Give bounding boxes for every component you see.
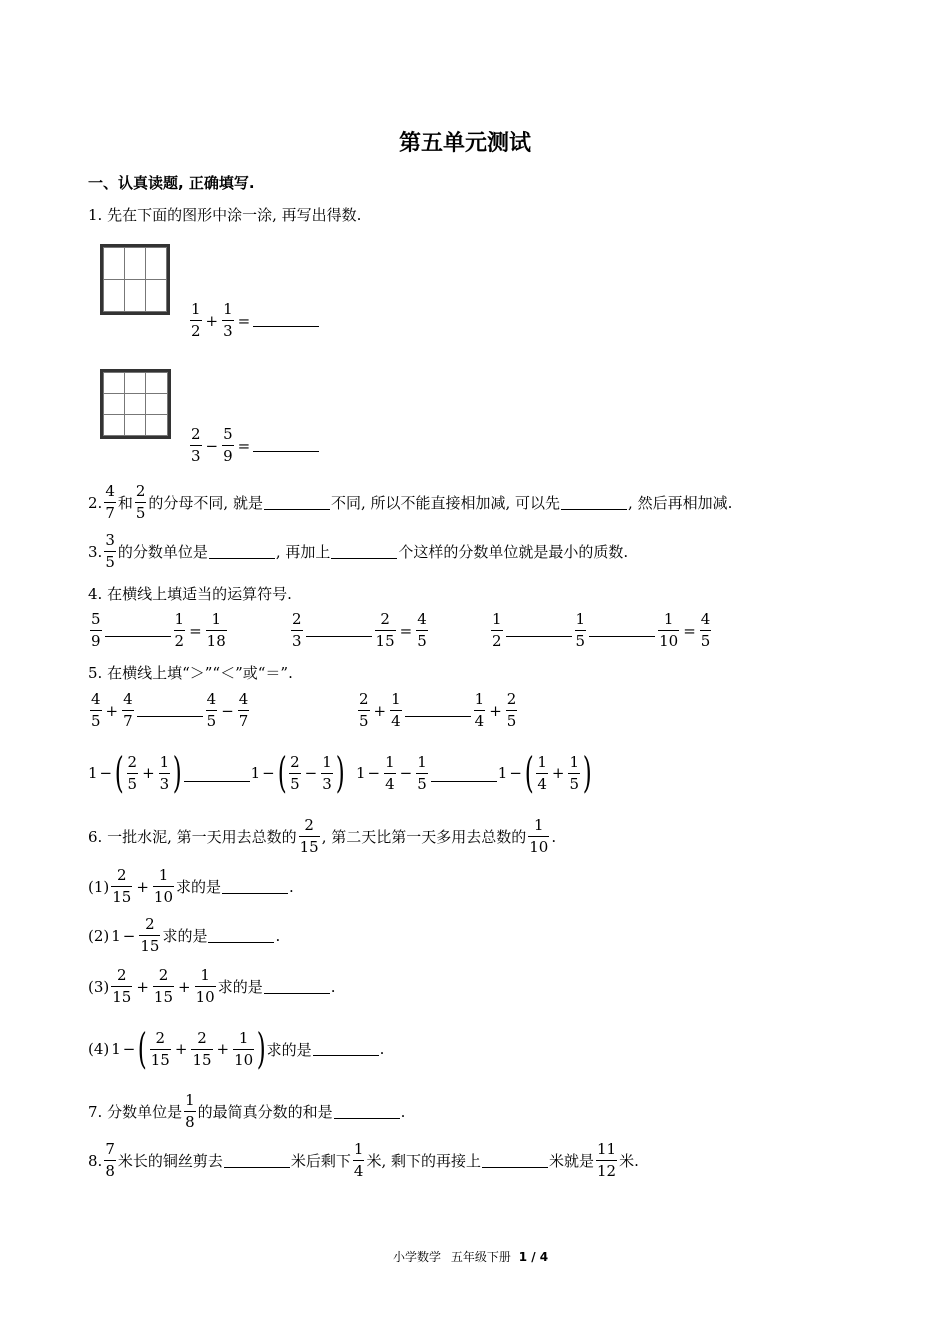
answer-blank[interactable] [105,635,171,637]
answer-blank[interactable] [137,715,203,717]
question-4-expr-2: $\frac{2}{3}$ $\frac{2}{15}$ = $\frac{4}{5}$ [292,610,427,650]
question-6: 6. 一批水泥, 第一天用去总数的 $\frac{2}{15}$ , 第二天比第一天多用去总数的 $\frac{1}{10}$ . [88,816,557,856]
answer-blank[interactable] [264,992,330,994]
answer-blank[interactable] [208,941,274,943]
question-8: 8. $\frac{7}{8}$ 米长的铜丝剪去 米后剩下 $\frac{1}{4}$ 米, 剩下的再接上 米就是 $\frac{11}{12}$ 米. [88,1140,639,1180]
question-4-text: 4. 在横线上填适当的运算符号. [88,585,292,603]
question-6-part-2: (2) 1 − $\frac{2}{15}$ 求的是 . [88,915,281,955]
answer-blank[interactable] [313,1054,379,1056]
answer-blank[interactable] [405,715,471,717]
fraction: $\frac{2}{3}$ [191,425,201,465]
question-5-expr-4: 1 − $\frac{1}{4}$ − $\frac{1}{5}$ 1 − ( $\frac{1}{4}$ + $\frac{1}{5}$ ) [356,748,592,797]
question-6-part-3: (3) $\frac{2}{15}$ + $\frac{2}{15}$ + $\frac{1}{10}$ 求的是 . [88,966,336,1006]
question-3: 3. $\frac{3}{5}$ 的分数单位是 , 再加上 个这样的分数单位就是最小的质数. [88,531,629,571]
page-footer: 小学数学 五年级下册 1 / 4 [393,1250,549,1264]
answer-blank[interactable] [506,635,572,637]
question-5-expr-2: $\frac{2}{5}$ + $\frac{1}{4}$ $\frac{1}{4}$ + $\frac{2}{5}$ [359,690,517,730]
answer-blank[interactable] [331,557,397,559]
question-1-text: 1. 先在下面的图形中涂一涂, 再写出得数. [88,206,362,224]
answer-blank[interactable] [264,508,330,510]
equation-1b: $\frac{2}{3}$ − $\frac{5}{9}$ = [188,427,320,464]
question-5-expr-1: $\frac{4}{5}$ + $\frac{4}{7}$ $\frac{4}{5}$ − $\frac{4}{7}$ [91,690,249,730]
page-number: 1 / 4 [518,1250,549,1264]
question-5-expr-3: 1 − ( $\frac{2}{5}$ + $\frac{1}{3}$ ) 1 − ( $\frac{2}{5}$ − $\frac{1}{3}$ ) [88,748,345,797]
question-2: 2. $\frac{4}{7}$ 和 $\frac{2}{5}$ 的分母不同, 就是 不同, 所以不能直接相加减, 可以先 , 然后再相加减. [88,482,733,522]
grid-2x3[interactable] [100,244,170,315]
question-4-expr-1: $\frac{5}{9}$ $\frac{1}{2}$ = $\frac{1}{18}$ [91,610,226,650]
question-7: 7. 分数单位是 $\frac{1}{8}$ 的最简真分数的和是 . [88,1091,406,1131]
answer-blank[interactable] [482,1166,548,1168]
answer-blank[interactable] [561,508,627,510]
fraction: $\frac{1}{3}$ [223,300,233,340]
answer-blank[interactable] [334,1117,400,1119]
answer-blank[interactable] [209,557,275,559]
answer-blank[interactable] [589,635,655,637]
answer-blank[interactable] [253,325,319,327]
answer-blank[interactable] [431,780,497,782]
page-title: 第五单元测试 [399,130,532,156]
question-5-text: 5. 在横线上填“＞”“＜”或“＝”. [88,664,293,682]
answer-blank[interactable] [222,892,288,894]
question-6-part-1: (1) $\frac{2}{15}$ + $\frac{1}{10}$ 求的是 . [88,866,294,906]
answer-blank[interactable] [306,635,372,637]
answer-blank[interactable] [253,450,319,452]
answer-blank[interactable] [184,780,250,782]
answer-blank[interactable] [224,1166,290,1168]
question-6-part-4: (4) 1 − ( $\frac{2}{15}$ + $\frac{2}{15}$ + $\frac{1}{10}$ ) 求的是 . [88,1024,385,1073]
fraction: $\frac{5}{9}$ [223,425,233,465]
question-4-expr-3: $\frac{1}{2}$ $\frac{1}{5}$ $\frac{1}{10}$ = $\frac{4}{5}$ [492,610,711,650]
fraction: $\frac{1}{2}$ [191,300,201,340]
equation-1a: $\frac{1}{2}$ + $\frac{1}{3}$ = [188,302,320,339]
grid-3x3[interactable] [100,369,171,439]
section-heading: 一、认真读题, 正确填写. [88,174,255,192]
